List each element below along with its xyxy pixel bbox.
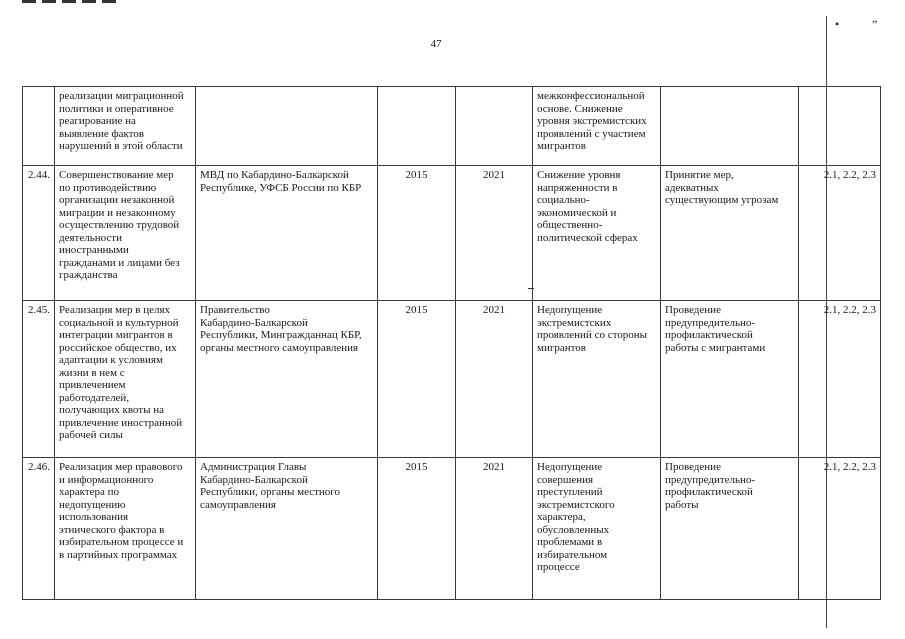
table-row bbox=[23, 87, 881, 166]
end-year-cell: 2021 bbox=[456, 458, 533, 600]
end-year-cell: 2021 bbox=[456, 301, 533, 458]
end-year-cell bbox=[456, 87, 533, 166]
executor-cell: Администрация Главы Кабардино-Балкарской Республики, органы местного самоуправления bbox=[196, 458, 378, 600]
end-year-cell: 2021 bbox=[456, 166, 533, 301]
page-number: 47 bbox=[430, 38, 442, 50]
measure-cell: Совершенствование мер по противодействию организации незаконной миграции и незаконному осуществлению трудовой деятельности иностранными гражданами и лицами без гражданства bbox=[55, 166, 196, 301]
measures-table bbox=[22, 86, 881, 600]
target-cell: 2.1, 2.2, 2.3 bbox=[799, 458, 881, 600]
task-cell: Проведение предупредительно- профилактической работы с мигрантами bbox=[661, 301, 799, 458]
measure-cell: Реализация мер в целях социальной и культурной интеграции мигрантов в российское общество, их адаптации к условиям жизни в нем с привлечением работодателей, получающих квоты на привлечение иностранной рабочей силы bbox=[55, 301, 196, 458]
start-year-cell: 2015 bbox=[378, 301, 456, 458]
result-cell: Недопущение экстремистских проявлений со стороны мигрантов bbox=[533, 301, 661, 458]
row-number bbox=[23, 87, 55, 166]
measure-cell: Реализация мер правового и информационного характера по недопущению использования этнического фактора в избирательном процессе и в партийных программах bbox=[55, 458, 196, 600]
scan-dot: ” bbox=[872, 17, 878, 31]
table-row bbox=[23, 301, 881, 458]
row-number: 2.46. bbox=[23, 458, 55, 600]
result-cell: Недопущение совершения преступлений экстремистского характера, обусловленных проблемами в избирательном процессе bbox=[533, 458, 661, 600]
row-number: 2.44. bbox=[23, 166, 55, 301]
target-cell bbox=[799, 87, 881, 166]
result-cell: межконфессиональной основе. Снижение уровня экстремистских проявлений с участием мигрантов bbox=[533, 87, 661, 166]
row-number: 2.45. bbox=[23, 301, 55, 458]
scan-dot: • bbox=[835, 17, 840, 31]
target-cell: 2.1, 2.2, 2.3 bbox=[799, 166, 881, 301]
table-row bbox=[23, 166, 881, 301]
target-cell: 2.1, 2.2, 2.3 bbox=[799, 301, 881, 458]
start-year-cell: 2015 bbox=[378, 458, 456, 600]
task-cell bbox=[661, 87, 799, 166]
table-row bbox=[23, 458, 881, 600]
executor-cell bbox=[196, 87, 378, 166]
scan-artifact bbox=[528, 288, 534, 289]
result-cell: Снижение уровня напряженности в социально- экономической и общественно- политической сферах bbox=[533, 166, 661, 301]
measure-cell: реализации миграционной политики и оперативное реагирование на выявление фактов нарушений в этой области bbox=[55, 87, 196, 166]
start-year-cell: 2015 bbox=[378, 166, 456, 301]
task-cell: Проведение предупредительно- профилактической работы bbox=[661, 458, 799, 600]
executor-cell: Правительство Кабардино-Балкарской Республики, Мингражданнац КБР, органы местного самоуправления bbox=[196, 301, 378, 458]
scan-artifact bbox=[22, 0, 117, 3]
task-cell: Принятие мер, адекватных существующим угрозам bbox=[661, 166, 799, 301]
start-year-cell bbox=[378, 87, 456, 166]
executor-cell: МВД по Кабардино-Балкарской Республике, УФСБ России по КБР bbox=[196, 166, 378, 301]
